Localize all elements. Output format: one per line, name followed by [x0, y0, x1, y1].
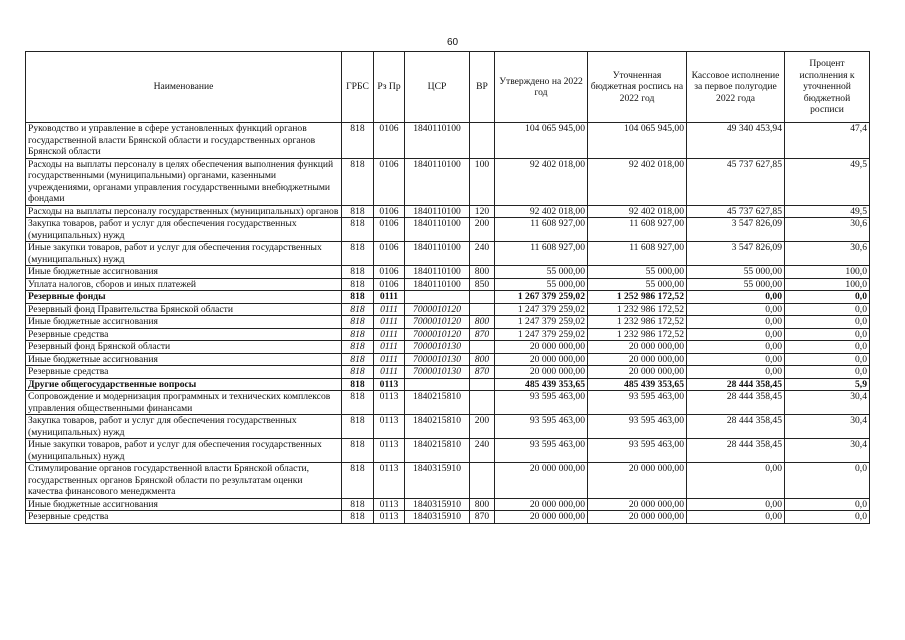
cell-grbs: 818 — [342, 498, 374, 511]
cell-rzpr: 0111 — [374, 353, 405, 366]
cell-refined: 93 595 463,00 — [588, 439, 687, 463]
cell-vr: 800 — [470, 498, 495, 511]
cell-cash: 0,00 — [687, 316, 785, 329]
cell-vr: 200 — [470, 415, 495, 439]
table-row — [26, 205, 870, 218]
cell-name: Закупка товаров, работ и услуг для обеспечения государственных (муниципальных) нужд — [26, 415, 342, 439]
cell-csr: 7000010130 — [405, 341, 470, 354]
cell-cash: 0,00 — [687, 303, 785, 316]
cell-grbs: 818 — [342, 366, 374, 379]
cell-grbs: 818 — [342, 242, 374, 266]
cell-approved: 1 267 379 259,02 — [495, 291, 588, 304]
cell-grbs: 818 — [342, 439, 374, 463]
cell-vr — [470, 378, 495, 391]
cell-csr — [405, 378, 470, 391]
cell-grbs: 818 — [342, 278, 374, 291]
cell-csr: 1840110100 — [405, 205, 470, 218]
cell-vr: 800 — [470, 353, 495, 366]
cell-approved: 1 247 379 259,02 — [495, 328, 588, 341]
cell-vr: 800 — [470, 316, 495, 329]
table-row — [26, 498, 870, 511]
cell-rzpr: 0113 — [374, 378, 405, 391]
cell-cash: 49 340 453,94 — [687, 123, 785, 159]
cell-approved: 93 595 463,00 — [495, 391, 588, 415]
cell-csr: 1840215810 — [405, 391, 470, 415]
cell-vr: 240 — [470, 439, 495, 463]
cell-approved: 1 247 379 259,02 — [495, 303, 588, 316]
cell-percent: 49,5 — [785, 205, 870, 218]
cell-cash: 0,00 — [687, 341, 785, 354]
cell-refined: 20 000 000,00 — [588, 366, 687, 379]
cell-name: Иные бюджетные ассигнования — [26, 498, 342, 511]
cell-approved: 104 065 945,00 — [495, 123, 588, 159]
cell-approved: 20 000 000,00 — [495, 366, 588, 379]
cell-name: Резервные средства — [26, 511, 342, 524]
cell-percent: 100,0 — [785, 278, 870, 291]
cell-grbs: 818 — [342, 291, 374, 304]
cell-approved: 485 439 353,65 — [495, 378, 588, 391]
cell-vr: 850 — [470, 278, 495, 291]
cell-grbs: 818 — [342, 415, 374, 439]
cell-vr: 800 — [470, 266, 495, 279]
cell-name: Резервные средства — [26, 366, 342, 379]
cell-grbs: 818 — [342, 511, 374, 524]
cell-rzpr: 0106 — [374, 266, 405, 279]
cell-name: Резервные средства — [26, 328, 342, 341]
cell-grbs: 818 — [342, 463, 374, 499]
cell-name: Сопровождение и модернизация программных и технических комплексов управления общественными финансами — [26, 391, 342, 415]
header-cash: Кассовое исполнение за первое полугодие 2022 года — [687, 52, 785, 123]
cell-approved: 20 000 000,00 — [495, 498, 588, 511]
cell-percent: 47,4 — [785, 123, 870, 159]
cell-rzpr: 0111 — [374, 291, 405, 304]
cell-percent: 0,0 — [785, 511, 870, 524]
cell-name: Иные бюджетные ассигнования — [26, 316, 342, 329]
cell-approved: 92 402 018,00 — [495, 205, 588, 218]
cell-vr — [470, 463, 495, 499]
cell-refined: 104 065 945,00 — [588, 123, 687, 159]
cell-name: Другие общегосударственные вопросы — [26, 378, 342, 391]
cell-refined: 1 232 986 172,52 — [588, 303, 687, 316]
header-csr: ЦСР — [405, 52, 470, 123]
cell-grbs: 818 — [342, 316, 374, 329]
table-row — [26, 511, 870, 524]
cell-percent: 30,6 — [785, 242, 870, 266]
cell-refined: 20 000 000,00 — [588, 511, 687, 524]
header-approved: Утверждено на 2022 год — [495, 52, 588, 123]
cell-csr: 1840110100 — [405, 158, 470, 205]
table-row — [26, 316, 870, 329]
cell-vr: 240 — [470, 242, 495, 266]
cell-rzpr: 0106 — [374, 278, 405, 291]
cell-percent: 0,0 — [785, 303, 870, 316]
cell-rzpr: 0111 — [374, 316, 405, 329]
cell-cash: 28 444 358,45 — [687, 378, 785, 391]
table-row — [26, 328, 870, 341]
table-row — [26, 391, 870, 415]
cell-refined: 20 000 000,00 — [588, 341, 687, 354]
cell-percent: 0,0 — [785, 463, 870, 499]
table-row — [26, 378, 870, 391]
cell-cash: 28 444 358,45 — [687, 415, 785, 439]
cell-rzpr: 0106 — [374, 242, 405, 266]
cell-refined: 93 595 463,00 — [588, 415, 687, 439]
cell-rzpr: 0106 — [374, 205, 405, 218]
cell-cash: 0,00 — [687, 498, 785, 511]
cell-refined: 1 232 986 172,52 — [588, 328, 687, 341]
cell-grbs: 818 — [342, 391, 374, 415]
cell-name: Резервный фонд Брянской области — [26, 341, 342, 354]
cell-cash: 28 444 358,45 — [687, 391, 785, 415]
cell-rzpr: 0113 — [374, 439, 405, 463]
cell-grbs: 818 — [342, 353, 374, 366]
cell-approved: 1 247 379 259,02 — [495, 316, 588, 329]
cell-refined: 20 000 000,00 — [588, 498, 687, 511]
cell-percent: 0,0 — [785, 498, 870, 511]
header-name: Наименование — [26, 52, 342, 123]
cell-name: Резервный фонд Правительства Брянской области — [26, 303, 342, 316]
cell-refined: 1 232 986 172,52 — [588, 316, 687, 329]
cell-rzpr: 0111 — [374, 303, 405, 316]
cell-grbs: 818 — [342, 123, 374, 159]
cell-csr: 1840315910 — [405, 511, 470, 524]
header-refined: Уточненная бюджетная роспись на 2022 год — [588, 52, 687, 123]
cell-vr — [470, 341, 495, 354]
cell-cash: 55 000,00 — [687, 266, 785, 279]
cell-percent: 0,0 — [785, 353, 870, 366]
cell-cash: 28 444 358,45 — [687, 439, 785, 463]
cell-refined: 1 252 986 172,52 — [588, 291, 687, 304]
table-row — [26, 353, 870, 366]
cell-cash: 0,00 — [687, 463, 785, 499]
cell-rzpr: 0106 — [374, 158, 405, 205]
table-row — [26, 415, 870, 439]
cell-cash: 3 547 826,09 — [687, 242, 785, 266]
cell-name: Иные закупки товаров, работ и услуг для обеспечения государственных (муниципальных) нужд — [26, 242, 342, 266]
cell-grbs: 818 — [342, 205, 374, 218]
cell-approved: 20 000 000,00 — [495, 463, 588, 499]
table-row — [26, 242, 870, 266]
cell-grbs: 818 — [342, 341, 374, 354]
cell-vr — [470, 291, 495, 304]
cell-approved: 93 595 463,00 — [495, 439, 588, 463]
cell-vr: 120 — [470, 205, 495, 218]
cell-percent: 30,4 — [785, 415, 870, 439]
table-header-row — [26, 52, 870, 123]
cell-csr: 1840315910 — [405, 498, 470, 511]
cell-refined: 20 000 000,00 — [588, 353, 687, 366]
cell-cash: 45 737 627,85 — [687, 205, 785, 218]
cell-percent: 0,0 — [785, 366, 870, 379]
cell-refined: 485 439 353,65 — [588, 378, 687, 391]
cell-approved: 20 000 000,00 — [495, 353, 588, 366]
cell-vr: 870 — [470, 328, 495, 341]
table-row — [26, 266, 870, 279]
cell-percent: 0,0 — [785, 291, 870, 304]
cell-refined: 11 608 927,00 — [588, 218, 687, 242]
cell-rzpr: 0106 — [374, 123, 405, 159]
cell-refined: 92 402 018,00 — [588, 205, 687, 218]
cell-csr: 1840215810 — [405, 415, 470, 439]
cell-percent: 5,9 — [785, 378, 870, 391]
table-row — [26, 278, 870, 291]
cell-grbs: 818 — [342, 266, 374, 279]
cell-csr: 7000010130 — [405, 366, 470, 379]
header-grbs: ГРБС — [342, 52, 374, 123]
cell-grbs: 818 — [342, 303, 374, 316]
cell-csr — [405, 291, 470, 304]
cell-name: Расходы на выплаты персоналу в целях обеспечения выполнения функций государственными (муниципальными) органами, казенными учреждениями, органами управления государственными внебюджетными фондами — [26, 158, 342, 205]
cell-percent: 30,6 — [785, 218, 870, 242]
cell-csr: 1840110100 — [405, 123, 470, 159]
table-row — [26, 218, 870, 242]
cell-percent: 100,0 — [785, 266, 870, 279]
table-row — [26, 463, 870, 499]
cell-vr — [470, 123, 495, 159]
cell-rzpr: 0113 — [374, 498, 405, 511]
cell-grbs: 818 — [342, 218, 374, 242]
cell-cash: 0,00 — [687, 353, 785, 366]
table-row — [26, 123, 870, 159]
cell-cash: 55 000,00 — [687, 278, 785, 291]
cell-cash: 0,00 — [687, 366, 785, 379]
cell-name: Стимулирование органов государственной власти Брянской области, государственных органов Брянской области по результатам оценки качества финансового менеджмента — [26, 463, 342, 499]
cell-refined: 92 402 018,00 — [588, 158, 687, 205]
cell-refined: 20 000 000,00 — [588, 463, 687, 499]
cell-percent: 30,4 — [785, 439, 870, 463]
cell-grbs: 818 — [342, 378, 374, 391]
cell-approved: 93 595 463,00 — [495, 415, 588, 439]
cell-csr: 1840110100 — [405, 278, 470, 291]
cell-name: Иные закупки товаров, работ и услуг для обеспечения государственных (муниципальных) нужд — [26, 439, 342, 463]
cell-cash: 3 547 826,09 — [687, 218, 785, 242]
cell-csr: 7000010120 — [405, 316, 470, 329]
cell-name: Иные бюджетные ассигнования — [26, 353, 342, 366]
cell-name: Резервные фонды — [26, 291, 342, 304]
table-row — [26, 303, 870, 316]
header-vr: ВР — [470, 52, 495, 123]
cell-grbs: 818 — [342, 328, 374, 341]
cell-csr: 1840110100 — [405, 242, 470, 266]
cell-csr: 1840110100 — [405, 218, 470, 242]
cell-rzpr: 0113 — [374, 391, 405, 415]
table-row — [26, 341, 870, 354]
cell-cash: 0,00 — [687, 328, 785, 341]
cell-name: Иные бюджетные ассигнования — [26, 266, 342, 279]
cell-rzpr: 0113 — [374, 463, 405, 499]
cell-percent: 30,4 — [785, 391, 870, 415]
cell-rzpr: 0111 — [374, 328, 405, 341]
cell-vr — [470, 391, 495, 415]
cell-name: Расходы на выплаты персоналу государственных (муниципальных) органов — [26, 205, 342, 218]
table-row — [26, 439, 870, 463]
cell-approved: 11 608 927,00 — [495, 242, 588, 266]
cell-percent: 0,0 — [785, 341, 870, 354]
cell-vr: 870 — [470, 366, 495, 379]
cell-csr: 7000010120 — [405, 303, 470, 316]
cell-approved: 55 000,00 — [495, 266, 588, 279]
cell-csr: 7000010120 — [405, 328, 470, 341]
page-number: 60 — [446, 37, 459, 48]
cell-rzpr: 0111 — [374, 366, 405, 379]
cell-vr: 100 — [470, 158, 495, 205]
cell-rzpr: 0106 — [374, 218, 405, 242]
header-percent: Процент исполнения к уточненной бюджетной росписи — [785, 52, 870, 123]
cell-vr: 870 — [470, 511, 495, 524]
table-row — [26, 291, 870, 304]
cell-name: Руководство и управление в сфере установленных функций органов государственной власти Брянской области и государственных органов Брянской области — [26, 123, 342, 159]
cell-percent: 0,0 — [785, 316, 870, 329]
cell-cash: 0,00 — [687, 291, 785, 304]
cell-approved: 11 608 927,00 — [495, 218, 588, 242]
cell-rzpr: 0113 — [374, 511, 405, 524]
cell-cash: 0,00 — [687, 511, 785, 524]
cell-refined: 93 595 463,00 — [588, 391, 687, 415]
header-rzpr: Рз Пр — [374, 52, 405, 123]
cell-name: Закупка товаров, работ и услуг для обеспечения государственных (муниципальных) нужд — [26, 218, 342, 242]
cell-approved: 20 000 000,00 — [495, 341, 588, 354]
cell-csr: 1840110100 — [405, 266, 470, 279]
cell-csr: 7000010130 — [405, 353, 470, 366]
cell-approved: 55 000,00 — [495, 278, 588, 291]
cell-percent: 0,0 — [785, 328, 870, 341]
table-body — [26, 123, 870, 524]
cell-vr — [470, 303, 495, 316]
cell-rzpr: 0111 — [374, 341, 405, 354]
cell-csr: 1840215810 — [405, 439, 470, 463]
table-row — [26, 158, 870, 205]
cell-refined: 11 608 927,00 — [588, 242, 687, 266]
cell-approved: 92 402 018,00 — [495, 158, 588, 205]
cell-refined: 55 000,00 — [588, 278, 687, 291]
cell-grbs: 818 — [342, 158, 374, 205]
cell-refined: 55 000,00 — [588, 266, 687, 279]
table-row — [26, 366, 870, 379]
cell-csr: 1840315910 — [405, 463, 470, 499]
cell-cash: 45 737 627,85 — [687, 158, 785, 205]
cell-name: Уплата налогов, сборов и иных платежей — [26, 278, 342, 291]
budget-execution-table — [25, 51, 870, 524]
cell-approved: 20 000 000,00 — [495, 511, 588, 524]
cell-vr: 200 — [470, 218, 495, 242]
cell-percent: 49,5 — [785, 158, 870, 205]
cell-rzpr: 0113 — [374, 415, 405, 439]
